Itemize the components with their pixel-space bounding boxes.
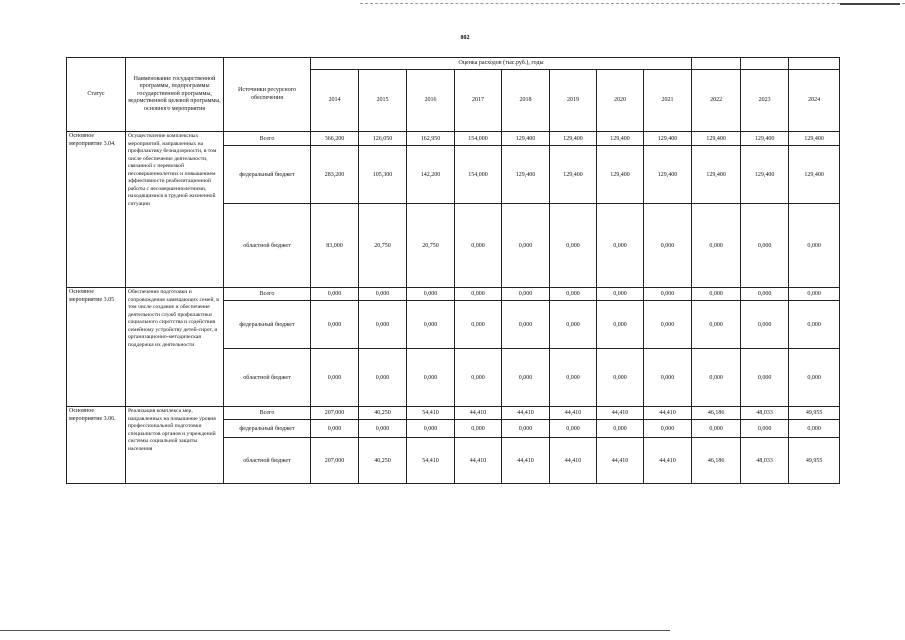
- amount-cell: 44,410: [644, 407, 692, 420]
- activity-status: Основное мероприятие 3.05: [67, 288, 126, 407]
- amount-cell: 0,000: [789, 301, 840, 349]
- activity-name: Реализация комплекса мер, направленных на повышение уровня профессиональной подготовки специалистов органов и учреждений системы социальной защиты населения: [126, 407, 224, 484]
- amount-cell: 0,000: [502, 288, 550, 301]
- amount-cell: 0,000: [644, 288, 692, 301]
- amount-cell: 0,000: [407, 301, 455, 349]
- amount-cell: 207,000: [311, 438, 359, 484]
- amount-cell: 0,000: [550, 204, 597, 288]
- amount-cell: 0,000: [741, 301, 789, 349]
- amount-cell: 0,000: [311, 301, 359, 349]
- amount-cell: 0,000: [644, 301, 692, 349]
- amount-cell: 0,000: [692, 301, 741, 349]
- funding-source: федеральный бюджет: [224, 420, 311, 438]
- activity-name: Обеспечение подготовки и сопровождения замещающих семей, в том числе создание и обеспечение деятельности служб профилактики социального сиротства и содействия семейному устройству детей-сирот, и организационно-методическая поддержка их деятельности: [126, 288, 224, 407]
- amount-cell: 129,400: [644, 132, 692, 146]
- budget-table: [66, 57, 840, 484]
- header-year: 2021: [644, 70, 692, 132]
- amount-cell: 0,000: [597, 349, 644, 407]
- table-row: [67, 407, 840, 420]
- amount-cell: 48,033: [741, 438, 789, 484]
- amount-cell: 0,000: [359, 288, 407, 301]
- activity-status: Основное мероприятие 3.04.: [67, 132, 126, 288]
- amount-cell: 44,410: [597, 438, 644, 484]
- amount-cell: 83,000: [311, 204, 359, 288]
- amount-cell: 20,750: [359, 204, 407, 288]
- amount-cell: 0,000: [311, 288, 359, 301]
- amount-cell: 0,000: [550, 301, 597, 349]
- amount-cell: 129,400: [692, 146, 741, 204]
- amount-cell: 0,000: [550, 420, 597, 438]
- amount-cell: 44,410: [455, 407, 502, 420]
- activity-name: Осуществление комплексных мероприятий, направленных на профилактику безнадзорности, в том числе обеспечение деятельности, связанной с перевозкой несовершеннолетних и повышением эффективности реабилитационной работы с несовершеннолетними, находящимися в трудной жизненной ситуации: [126, 132, 224, 288]
- header-year: 2019: [550, 70, 597, 132]
- amount-cell: 40,250: [359, 407, 407, 420]
- activity-status: Основное мероприятие 3.06.: [67, 407, 126, 484]
- amount-cell: 142,200: [407, 146, 455, 204]
- amount-cell: 0,000: [311, 420, 359, 438]
- amount-cell: 0,000: [502, 301, 550, 349]
- funding-source: областной бюджет: [224, 204, 311, 288]
- amount-cell: 0,000: [597, 204, 644, 288]
- amount-cell: 54,410: [407, 407, 455, 420]
- header-year: 2024: [789, 70, 840, 132]
- amount-cell: 44,410: [644, 438, 692, 484]
- amount-cell: 0,000: [692, 204, 741, 288]
- amount-cell: 46,186: [692, 407, 741, 420]
- header-status: Статус: [67, 58, 126, 132]
- header-year: 2014: [311, 70, 359, 132]
- amount-cell: 0,000: [789, 349, 840, 407]
- header-name: Наименование государственной программы, подпрограммы государственной программы, ведомственной целевой программы, основного мероприятия: [126, 58, 224, 132]
- amount-cell: 0,000: [789, 288, 840, 301]
- amount-cell: 46,186: [692, 438, 741, 484]
- amount-cell: 129,400: [789, 146, 840, 204]
- amount-cell: 0,000: [644, 420, 692, 438]
- amount-cell: 0,000: [359, 301, 407, 349]
- amount-cell: 0,000: [455, 301, 502, 349]
- amount-cell: 0,000: [359, 420, 407, 438]
- amount-cell: 105,300: [359, 146, 407, 204]
- amount-cell: 0,000: [359, 349, 407, 407]
- funding-source: федеральный бюджет: [224, 301, 311, 349]
- amount-cell: 0,000: [789, 204, 840, 288]
- amount-cell: 129,400: [502, 132, 550, 146]
- header-blank: [741, 58, 789, 70]
- amount-cell: 366,200: [311, 132, 359, 146]
- amount-cell: 0,000: [407, 349, 455, 407]
- amount-cell: 129,400: [741, 132, 789, 146]
- header-year: 2018: [502, 70, 550, 132]
- amount-cell: 0,000: [789, 420, 840, 438]
- amount-cell: 0,000: [550, 288, 597, 301]
- amount-cell: 54,410: [407, 438, 455, 484]
- funding-source: Всего: [224, 407, 311, 420]
- amount-cell: 48,033: [741, 407, 789, 420]
- funding-source: Всего: [224, 132, 311, 146]
- amount-cell: 0,000: [455, 420, 502, 438]
- header-year: 2023: [741, 70, 789, 132]
- header-year: 2016: [407, 70, 455, 132]
- table-row: [67, 288, 840, 301]
- header-year: 2015: [359, 70, 407, 132]
- amount-cell: 0,000: [741, 204, 789, 288]
- header-blank: [789, 58, 840, 70]
- header-blank: [692, 58, 741, 70]
- amount-cell: 129,400: [741, 146, 789, 204]
- top-rule: [360, 3, 905, 4]
- header-year: 2017: [455, 70, 502, 132]
- funding-source: областной бюджет: [224, 349, 311, 407]
- amount-cell: 44,410: [502, 407, 550, 420]
- amount-cell: 44,410: [502, 438, 550, 484]
- amount-cell: 129,400: [644, 146, 692, 204]
- amount-cell: 44,410: [550, 407, 597, 420]
- amount-cell: 283,200: [311, 146, 359, 204]
- amount-cell: 49,955: [789, 438, 840, 484]
- amount-cell: 0,000: [597, 288, 644, 301]
- amount-cell: 0,000: [455, 349, 502, 407]
- amount-cell: 0,000: [597, 420, 644, 438]
- amount-cell: 0,000: [455, 204, 502, 288]
- funding-source: федеральный бюджет: [224, 146, 311, 204]
- amount-cell: 40,250: [359, 438, 407, 484]
- amount-cell: 49,955: [789, 407, 840, 420]
- amount-cell: 129,400: [789, 132, 840, 146]
- amount-cell: 162,950: [407, 132, 455, 146]
- amount-cell: 0,000: [597, 301, 644, 349]
- amount-cell: 207,000: [311, 407, 359, 420]
- table-row: [67, 132, 840, 146]
- amount-cell: 154,000: [455, 146, 502, 204]
- bottom-rule: [0, 630, 670, 631]
- amount-cell: 0,000: [502, 204, 550, 288]
- amount-cell: 44,410: [597, 407, 644, 420]
- amount-cell: 0,000: [311, 349, 359, 407]
- amount-cell: 0,000: [692, 349, 741, 407]
- amount-cell: 0,000: [644, 204, 692, 288]
- amount-cell: 129,400: [550, 132, 597, 146]
- amount-cell: 0,000: [741, 288, 789, 301]
- amount-cell: 154,000: [455, 132, 502, 146]
- amount-cell: 0,000: [692, 420, 741, 438]
- header-year: 2022: [692, 70, 741, 132]
- page-number: 802: [460, 35, 470, 41]
- header-estimate: Оценка расходов (тыс.руб.), годы: [311, 58, 692, 70]
- amount-cell: 0,000: [502, 420, 550, 438]
- amount-cell: 129,400: [692, 132, 741, 146]
- amount-cell: 129,400: [597, 132, 644, 146]
- amount-cell: 0,000: [741, 349, 789, 407]
- amount-cell: 0,000: [692, 288, 741, 301]
- amount-cell: 0,000: [407, 288, 455, 301]
- amount-cell: 129,400: [502, 146, 550, 204]
- amount-cell: 0,000: [455, 288, 502, 301]
- amount-cell: 20,750: [407, 204, 455, 288]
- amount-cell: 0,000: [407, 420, 455, 438]
- amount-cell: 0,000: [550, 349, 597, 407]
- header-year: 2020: [597, 70, 644, 132]
- funding-source: областной бюджет: [224, 438, 311, 484]
- funding-source: Всего: [224, 288, 311, 301]
- amount-cell: 126,050: [359, 132, 407, 146]
- amount-cell: 0,000: [502, 349, 550, 407]
- top-rule-bold: [840, 3, 900, 5]
- amount-cell: 44,410: [550, 438, 597, 484]
- amount-cell: 0,000: [644, 349, 692, 407]
- amount-cell: 44,410: [455, 438, 502, 484]
- header-sources: Источники ресурсного обеспечения: [224, 58, 311, 132]
- amount-cell: 129,400: [597, 146, 644, 204]
- amount-cell: 0,000: [741, 420, 789, 438]
- amount-cell: 129,400: [550, 146, 597, 204]
